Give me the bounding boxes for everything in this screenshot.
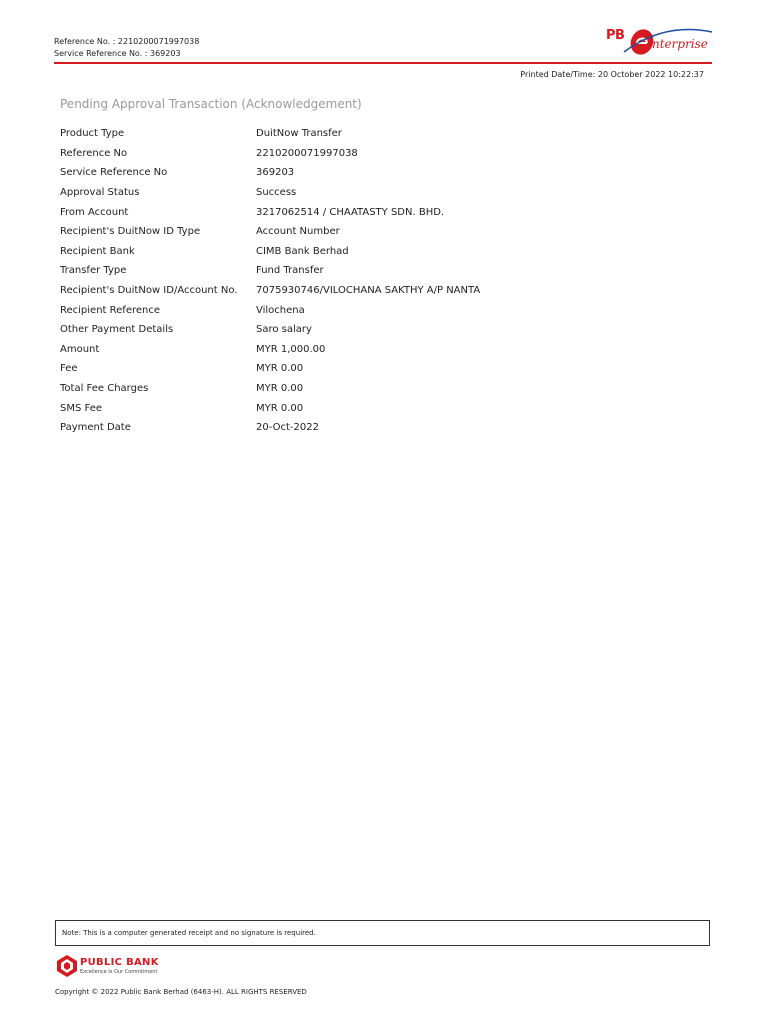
detail-value: MYR 1,000.00 <box>256 343 326 355</box>
detail-value: DuitNow Transfer <box>256 128 342 140</box>
detail-value: Saro salary <box>256 324 312 336</box>
detail-label: Reference No <box>60 147 128 159</box>
detail-value: 2210200071997038 <box>256 147 358 159</box>
detail-row <box>60 320 700 340</box>
detail-label: From Account <box>60 206 129 218</box>
detail-label: Product Type <box>60 128 125 140</box>
detail-row <box>60 261 700 281</box>
detail-value: CIMB Bank Berhad <box>256 245 349 257</box>
copyright-text: Copyright © 2022 Public Bank Berhad (6463-H). ALL RIGHTS RESERVED <box>55 988 307 996</box>
detail-label: Other Payment Details <box>60 324 174 336</box>
detail-value: MYR 0.00 <box>256 402 304 414</box>
detail-row <box>60 418 700 438</box>
detail-value: 3217062514 / CHAATASTY SDN. BHD. <box>256 206 445 218</box>
detail-row <box>60 281 700 301</box>
detail-label: Recipient's DuitNow ID/Account No. <box>60 285 238 297</box>
receipt-note: Note: This is a computer generated receipt and no signature is required. <box>55 920 710 946</box>
pb-enterprise-logo <box>604 24 714 60</box>
detail-value: MYR 0.00 <box>256 363 304 375</box>
printed-datetime: Printed Date/Time: 20 October 2022 10:22:37 <box>520 70 704 79</box>
public-bank-logo <box>56 954 206 978</box>
detail-label: Recipient Bank <box>60 245 135 257</box>
footer-tagline: Excellence Is Our Commitment <box>80 969 158 975</box>
logo-pb-text: PB <box>606 28 625 43</box>
detail-row <box>60 163 700 183</box>
logo-enterprise-text: nterprise <box>652 37 708 51</box>
detail-label: Amount <box>60 343 100 355</box>
detail-value: MYR 0.00 <box>256 383 304 395</box>
detail-row <box>60 222 700 242</box>
detail-value: 7075930746/VILOCHANA SAKTHY A/P NANTA <box>256 285 481 297</box>
detail-row <box>60 202 700 222</box>
detail-label: Total Fee Charges <box>60 383 149 395</box>
detail-value: Vilochena <box>256 304 305 316</box>
detail-row <box>60 183 700 203</box>
header-divider <box>54 62 712 64</box>
service-reference-number: Service Reference No. : 369203 <box>54 49 181 58</box>
detail-value: 369203 <box>256 167 295 179</box>
detail-label: Service Reference No <box>60 167 168 179</box>
detail-row <box>60 144 700 164</box>
detail-row <box>60 398 700 418</box>
detail-value: Success <box>256 187 297 199</box>
detail-label: SMS Fee <box>60 402 103 414</box>
detail-row <box>60 300 700 320</box>
header-references <box>54 36 199 60</box>
public-bank-emblem-icon <box>56 954 78 978</box>
transaction-details <box>60 124 700 438</box>
detail-label: Recipient Reference <box>60 304 160 316</box>
footer-brand-name: PUBLIC BANK <box>80 957 159 968</box>
detail-value: 20-Oct-2022 <box>256 422 319 434</box>
detail-label: Recipient's DuitNow ID Type <box>60 226 201 238</box>
detail-label: Approval Status <box>60 187 140 199</box>
detail-label: Payment Date <box>60 422 131 434</box>
detail-value: Account Number <box>256 226 340 238</box>
detail-label: Transfer Type <box>60 265 127 277</box>
detail-value: Fund Transfer <box>256 265 324 277</box>
reference-number: Reference No. : 2210200071997038 <box>54 37 200 46</box>
detail-row <box>60 242 700 262</box>
detail-label: Fee <box>60 363 78 375</box>
page-title: Pending Approval Transaction (Acknowledgement) <box>60 97 362 111</box>
detail-row <box>60 379 700 399</box>
detail-row <box>60 340 700 360</box>
detail-row <box>60 124 700 144</box>
detail-row <box>60 359 700 379</box>
